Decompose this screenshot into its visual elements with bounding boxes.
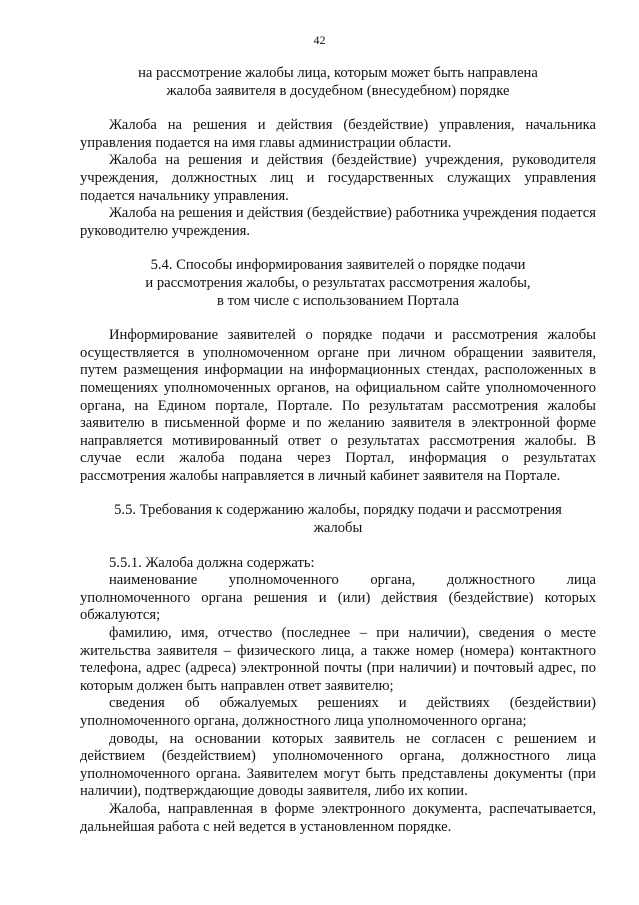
section-5-5-body: [80, 555, 596, 837]
paragraph: фамилию, имя, отчество (последнее – при наличии), сведения о месте жительства заявителя – физического лица, а также номер (номера) контактного телефона, адрес (адреса) электронной почты (при наличии) и почтовый адрес, по которым должен быть направлен ответ заявителю;: [80, 625, 596, 694]
paragraph: наименование уполномоченного органа, должностного лица уполномоченного органа решения и (или) действия (бездействие) которых обжалуются;: [80, 572, 596, 624]
paragraph: сведения об обжалуемых решениях и действиях (бездействии) уполномоченного органа, должностного лица уполномоченного органа;: [80, 695, 596, 729]
paragraph: Жалоба на решения и действия (бездействие) работника учреждения подается руководителю учреждения.: [80, 205, 596, 239]
heading-line: в том числе с использованием Портала: [217, 292, 459, 309]
section-5-5-title: [80, 502, 596, 537]
paragraph: Жалоба на решения и действия (бездействие) учреждения, руководителя учреждения, должностных лиц и государственных служащих управления подается начальнику управления.: [80, 152, 596, 204]
intro-paragraphs: [80, 117, 596, 240]
heading-line: и рассмотрения жалобы, о результатах рассмотрения жалобы,: [145, 274, 531, 291]
heading-line: 5.4. Способы информирования заявителей о порядке подачи: [150, 257, 526, 274]
heading-line: жалоба заявителя в досудебном (внесудебном) порядке: [166, 82, 510, 99]
intro-heading: [80, 65, 596, 100]
heading-line: жалобы: [313, 520, 363, 537]
section-5-4-body: [80, 327, 596, 485]
heading-line: 5.5. Требования к содержанию жалобы, порядку подачи и рассмотрения: [114, 502, 562, 519]
page-number: 42: [313, 33, 326, 47]
document-body: [80, 65, 596, 836]
paragraph: Информирование заявителей о порядке подачи и рассмотрения жалобы осуществляется в уполномоченном органе при личном обращении заявителя, путем размещения информации на информационных стендах, расположенных в помещениях уполномоченных органов, на официальном сайте уполномоченного органа, на Едином портале, Портале. По результатам рассмотрения жалобы заявителю в письменной форме и по желанию заявителя в электронной форме направляется мотивированный ответ о результатах рассмотрения жалобы. В случае если жалоба подана через Портал, информация о результатах рассмотрения жалобы направляется в личный кабинет заявителя на Портале.: [80, 327, 596, 484]
paragraph: доводы, на основании которых заявитель не согласен с решением и действием (бездействием) уполномоченного органа, должностного лица уполномоченного органа. Заявителем могут быть представлены документы (при наличии), подтверждающие доводы заявителя, либо их копии.: [80, 730, 596, 800]
heading-line: на рассмотрение жалобы лица, которым может быть направлена: [138, 65, 538, 81]
section-5-4-title: [80, 257, 596, 310]
paragraph: 5.5.1. Жалоба должна содержать:: [109, 554, 315, 571]
paragraph: Жалоба на решения и действия (бездействие) управления, начальника управления подается на имя главы администрации области.: [80, 117, 596, 151]
paragraph: Жалоба, направленная в форме электронного документа, распечатывается, дальнейшая работа с ней ведется в установленном порядке.: [80, 800, 596, 835]
